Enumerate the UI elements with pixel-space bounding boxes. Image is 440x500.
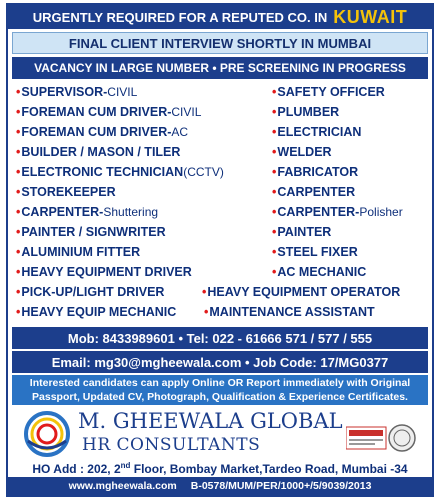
job-title-main: CARPENTER	[277, 185, 356, 199]
head-office-address	[12, 461, 428, 477]
job-row	[16, 243, 428, 261]
job-title-main: AC MECHANIC	[277, 265, 367, 279]
job-title-left	[16, 143, 180, 161]
address-prefix: HO Add : 202, 2	[32, 462, 121, 476]
bullet-icon: •	[16, 305, 21, 319]
apply-line-1: Interested candidates can apply Online OR Report immediately with Original	[29, 377, 411, 389]
job-code: Job Code: 17/MG0377	[253, 354, 389, 370]
bullet-icon: •	[16, 285, 21, 299]
job-title-left	[16, 163, 224, 181]
job-row	[16, 263, 428, 281]
job-title-left	[16, 203, 158, 221]
interview-text: FINAL CLIENT INTERVIEW SHORTLY IN MUMBAI	[68, 35, 372, 51]
apply-instructions	[12, 375, 428, 405]
bullet-icon: •	[272, 145, 277, 159]
job-title-left	[16, 283, 164, 301]
job-title-main: PLUMBER	[277, 105, 340, 119]
license-number: B-0578/MUM/PER/1000+/5/9039/2013	[190, 480, 372, 492]
bullet-icon: •	[16, 265, 21, 279]
job-row	[16, 303, 428, 321]
bullet-icon: •	[16, 165, 21, 179]
job-advertisement	[6, 3, 434, 497]
job-title-detail: Shuttering	[103, 205, 159, 219]
job-title-main: SAFETY OFFICER	[277, 85, 385, 99]
job-row	[16, 203, 428, 221]
job-title-detail: (CCTV)	[183, 165, 224, 179]
job-title-main: FOREMAN CUM DRIVER-	[21, 125, 172, 139]
bullet-icon: •	[272, 265, 277, 279]
address-suffix: Floor, Bombay Market,Tardeo Road, Mumbai -34	[130, 462, 408, 476]
company-subtitle: HR CONSULTANTS	[82, 435, 261, 455]
bullet-icon: •	[272, 165, 277, 179]
job-title-right	[272, 183, 355, 201]
job-title-right	[272, 203, 403, 221]
address-superscript: nd	[120, 461, 131, 470]
job-title-left	[16, 183, 116, 201]
job-title-main: CARPENTER-	[21, 205, 104, 219]
job-title-right	[272, 103, 339, 121]
job-title-main: MAINTENANCE ASSISTANT	[209, 305, 375, 319]
job-title-detail: CIVIL	[171, 105, 202, 119]
job-title-right	[272, 163, 358, 181]
job-title-detail: Polisher	[359, 205, 403, 219]
job-title-right	[202, 283, 400, 301]
job-row	[16, 143, 428, 161]
company-name: M. GHEEWALA GLOBAL	[78, 409, 343, 433]
bullet-icon: •	[272, 85, 277, 99]
bullet-icon: •	[272, 125, 277, 139]
job-row	[16, 83, 428, 101]
job-title-right	[204, 303, 375, 321]
job-title-detail: CIVIL	[107, 85, 138, 99]
headline-banner	[8, 5, 432, 29]
footer-bar	[8, 477, 432, 495]
job-title-main: ALUMINIUM FITTER	[21, 245, 141, 259]
bullet-icon: •	[16, 205, 21, 219]
telephone-number: Tel: 022 - 61666 571 / 577 / 555	[186, 330, 373, 346]
certification-badge-icon	[346, 421, 420, 453]
country-name: KUWAIT	[333, 6, 408, 27]
job-title-right	[272, 143, 332, 161]
bullet-icon: •	[272, 245, 277, 259]
job-title-right	[272, 83, 385, 101]
job-title-main: ELECTRONIC TECHNICIAN	[21, 165, 184, 179]
bullet-icon: •	[16, 225, 21, 239]
job-title-left	[16, 243, 140, 261]
job-title-left	[16, 123, 188, 141]
job-title-detail: AC	[171, 125, 189, 139]
phone-banner	[12, 327, 428, 349]
job-title-main: HEAVY EQUIPMENT OPERATOR	[207, 285, 401, 299]
bullet-icon: •	[272, 105, 277, 119]
job-title-right	[272, 223, 331, 241]
job-title-main: HEAVY EQUIPMENT DRIVER	[21, 265, 192, 279]
interview-banner	[12, 32, 428, 54]
job-row	[16, 103, 428, 121]
job-title-right	[272, 263, 366, 281]
job-title-main: WELDER	[277, 145, 332, 159]
job-row	[16, 223, 428, 241]
job-title-main: BUILDER / MASON / TILER	[21, 145, 181, 159]
job-title-left	[16, 103, 201, 121]
job-title-main: CARPENTER-	[277, 205, 360, 219]
email-banner	[12, 351, 428, 373]
job-row	[16, 183, 428, 201]
job-row	[16, 163, 428, 181]
contact-separator: •	[174, 330, 187, 346]
job-title-right	[272, 123, 361, 141]
job-title-main: PICK-UP/LIGHT DRIVER	[21, 285, 165, 299]
apply-line-2: Passport, Updated CV, Photograph, Qualification & Experience Certificates.	[32, 391, 408, 403]
job-title-main: SUPERVISOR-	[21, 85, 108, 99]
job-title-left	[16, 303, 176, 321]
bullet-icon: •	[16, 245, 21, 259]
bullet-icon: •	[16, 145, 21, 159]
bullet-icon: •	[202, 285, 207, 299]
vacancy-text: VACANCY IN LARGE NUMBER • PRE SCREENING IN PROGRESS	[34, 61, 406, 75]
job-title-main: STOREKEEPER	[21, 185, 116, 199]
company-logo-icon	[24, 411, 70, 457]
job-title-main: PAINTER / SIGNWRITER	[21, 225, 166, 239]
vacancy-banner	[12, 57, 428, 79]
contact-separator: •	[241, 354, 254, 370]
bullet-icon: •	[204, 305, 209, 319]
website-link[interactable]: www.mgheewala.com	[68, 480, 177, 492]
job-title-main: FOREMAN CUM DRIVER-	[21, 105, 172, 119]
job-title-main: HEAVY EQUIP MECHANIC	[21, 305, 177, 319]
job-title-left	[16, 223, 166, 241]
bullet-icon: •	[272, 185, 277, 199]
job-title-main: STEEL FIXER	[277, 245, 358, 259]
job-row	[16, 123, 428, 141]
headline-text: URGENTLY REQUIRED FOR A REPUTED CO. IN	[32, 9, 328, 25]
bullet-icon: •	[16, 125, 21, 139]
job-title-main: FABRICATOR	[277, 165, 359, 179]
bullet-icon: •	[16, 185, 21, 199]
job-title-right	[272, 243, 358, 261]
bullet-icon: •	[272, 225, 277, 239]
bullet-icon: •	[16, 85, 21, 99]
job-title-main: ELECTRICIAN	[277, 125, 362, 139]
bullet-icon: •	[16, 105, 21, 119]
job-list	[16, 83, 428, 323]
company-block	[12, 407, 428, 461]
email-address: Email: mg30@mgheewala.com	[51, 354, 242, 370]
job-row	[16, 283, 428, 301]
job-title-left	[16, 263, 192, 281]
job-title-main: PAINTER	[277, 225, 332, 239]
job-title-left	[16, 83, 137, 101]
bullet-icon: •	[272, 205, 277, 219]
mobile-number: Mob: 8433989601	[67, 330, 175, 346]
